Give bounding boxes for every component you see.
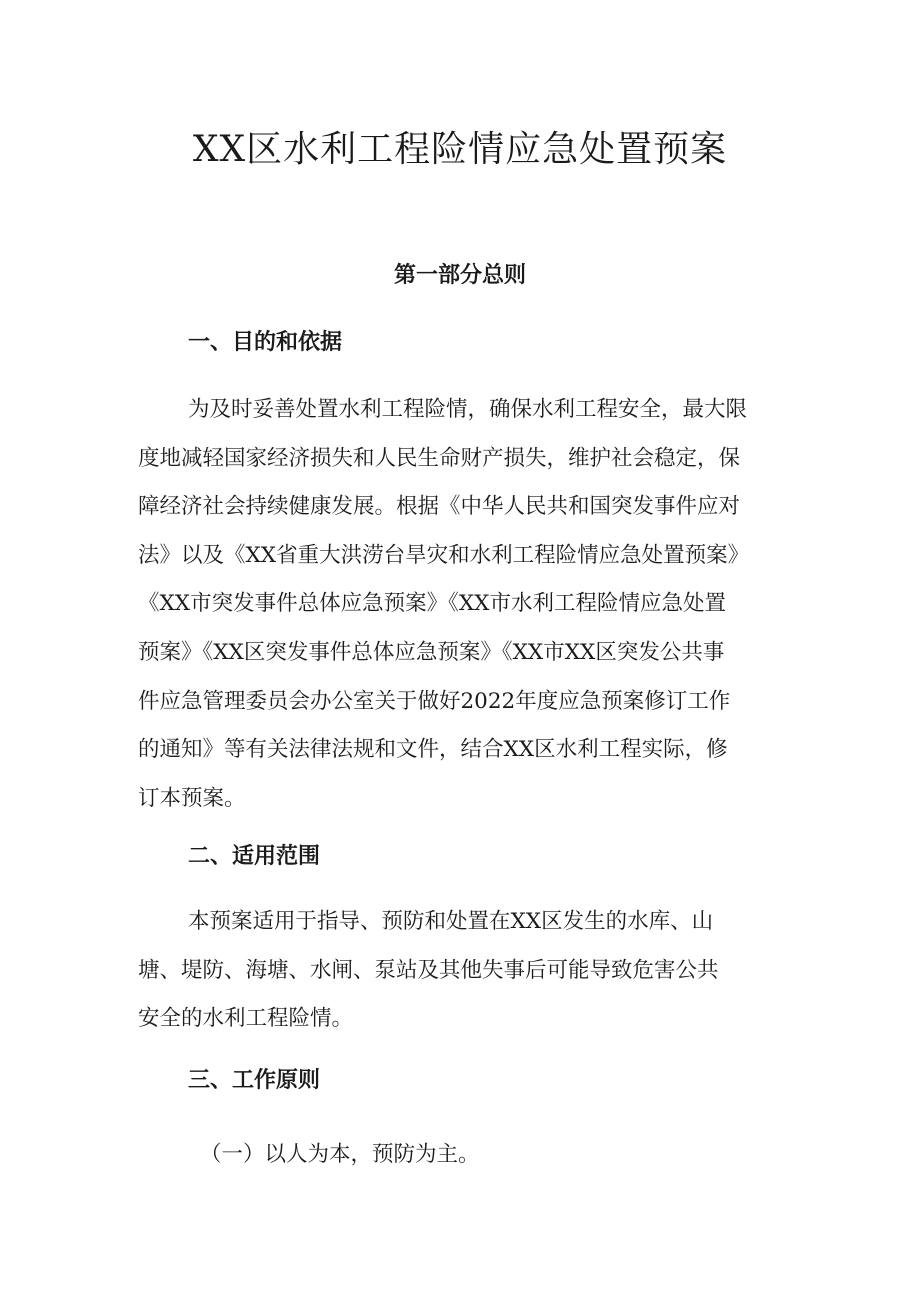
paragraph-line: 的通知》等有关法律法规和文件，结合XX区水利工程实际，修 [138, 737, 728, 763]
section-heading-scope: 二、适用范围 [188, 844, 321, 869]
paragraph-line: 《XX市突发事件总体应急预案》《XX市水利工程险情应急处置 [138, 591, 726, 617]
section-body-purpose [138, 386, 788, 823]
section-heading-principles: 三、工作原则 [188, 1068, 321, 1093]
paragraph-line: 障经济社会持续健康发展。根据《中华人民共和国突发事件应对 [138, 494, 741, 520]
paragraph-line: 订本预案。 [138, 785, 246, 811]
paragraph-line: 件应急管理委员会办公室关于做好2022年度应急预案修订工作 [138, 688, 731, 714]
paragraph-line: 为及时妥善处置水利工程险情，确保水利工程安全，最大限 [188, 397, 748, 422]
paragraph-line: 本预案适用于指导、预防和处置在XX区发生的水库、山 [188, 909, 714, 934]
paragraph-line: 安全的水利工程险情。 [138, 1006, 354, 1032]
section-body-scope [138, 898, 788, 1044]
paragraph-line: 预案》《XX区突发事件总体应急预案》《XX市XX区突发公共事 [138, 639, 725, 665]
paragraph-line: 度地减轻国家经济损失和人民生命财产损失，维护社会稳定，保 [138, 445, 741, 471]
part-title: 第一部分总则 [393, 263, 526, 288]
document-title: XX区水利工程险情应急处置预案 [192, 129, 728, 170]
paragraph-line: 塘、堤防、海塘、水闸、泵站及其他失事后可能导致危害公共 [138, 957, 719, 983]
section-heading-purpose: 一、目的和依据 [188, 330, 343, 355]
paragraph-line: 法》以及《XX省重大洪涝台旱灾和水利工程险情应急处置预案》 [138, 542, 750, 568]
principle-item: （一）以人为本，预防为主。 [200, 1142, 480, 1167]
